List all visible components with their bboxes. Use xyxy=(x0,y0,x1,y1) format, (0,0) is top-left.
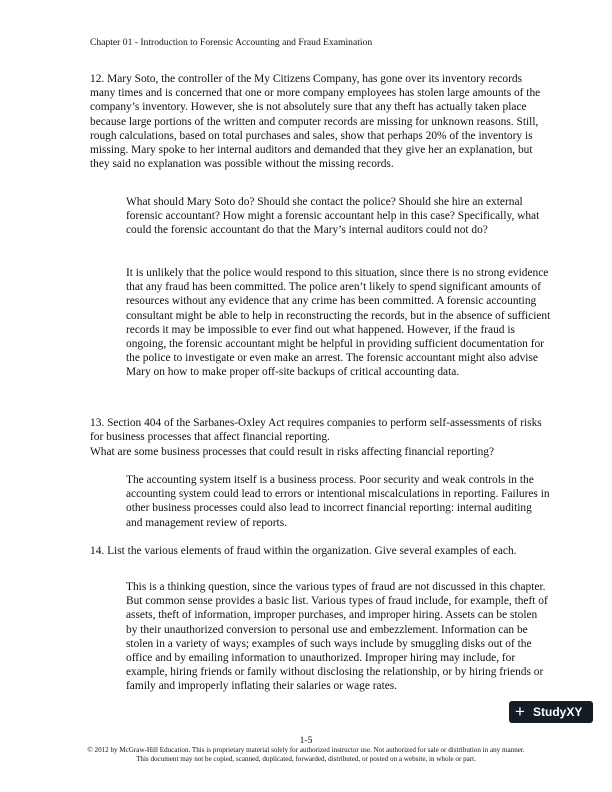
studyxy-watermark-badge xyxy=(509,701,593,723)
page-number: 1-5 xyxy=(299,735,313,746)
watermark-brand: StudyXY xyxy=(533,705,583,719)
plus-icon: + xyxy=(515,702,525,721)
question-12-sub-question: What should Mary Soto do? Should she contact the police? Should she hire an external forensic accountant? How might a forensic accountant help in this case? Specifically, what could the forensic accountant do that the Mary’s internal auditors could not do? xyxy=(126,196,540,237)
question-14-answer: This is a thinking question, since the various types of fraud are not discussed in this chapter. But common sense provides a basic list. Various types of fraud include, for example, theft of assets, theft of information, improper purchases, and improper hiring. Assets can be stolen by their unauthorized conversion to personal use and embezzlement. Information can be stolen in a variety of ways; examples of such ways include by smuggling disks out of the office and by emailing information to unauthorized. Improper hiring may include, for example, hiring friends or family without disclosing the relationship, or by hiring friends or family and improperly inflating their salaries or wage rates. xyxy=(126,581,548,693)
question-13-text-line2: What are some business processes that could result in risks affecting financial reporting? xyxy=(90,446,495,458)
chapter-header: Chapter 01 - Introduction to Forensic Accounting and Fraud Examination xyxy=(90,37,373,48)
copyright-footer: © 2012 by McGraw-Hill Education. This is proprietary material solely for authorized instructor use. Not authorized for sale or distribution in any manner. This document may not be copied, scanned, duplicated, forwarded, distributed, or posted on a website, in whole or part. xyxy=(87,746,525,763)
question-12-text: 12. Mary Soto, the controller of the My Citizens Company, has gone over its inventory records many times and is concerned that one or more company employees has stolen large amounts of the company’s inventory. However, she is not absolutely sure that any theft has actually taken place because large portions of the written and computer records are missing for unknown reasons. Still, rough calculations, based on total purchases and sales, show that perhaps 20% of the inventory is missing. Mary spoke to her internal auditors and demanded that they give her an explanation, but they said no explanation was possible without the missing records. xyxy=(90,73,541,171)
question-13-answer: The accounting system itself is a business process. Poor security and weak controls in the accounting system could lead to errors or intentional miscalculations in reporting. Failures in other business processes could also lead to incorrect financial reporting: internal auditing and management review of reports. xyxy=(126,474,550,529)
question-14-text: 14. List the various elements of fraud within the organization. Give several examples of each. xyxy=(90,545,517,557)
question-12-answer: It is unlikely that the police would respond to this situation, since there is no strong evidence that any fraud has been committed. The police aren’t likely to spend significant amounts of resources without any evidence that any crime has been committed. A forensic accounting consultant might be able to help in reconstructing the records, but in the absence of sufficient records it may be impossible to ever find out what happened. However, if the fraud is ongoing, the forensic accountant might be helpful in providing sufficient documentation for the police to investigate or even make an arrest. The forensic accountant might also advise Mary on how to make proper off-site backups of critical accounting data. xyxy=(126,267,551,379)
question-13-text-line1: 13. Section 404 of the Sarbanes-Oxley Act requires companies to perform self-assessments of risks for business processes that affect financial reporting. xyxy=(90,417,542,444)
